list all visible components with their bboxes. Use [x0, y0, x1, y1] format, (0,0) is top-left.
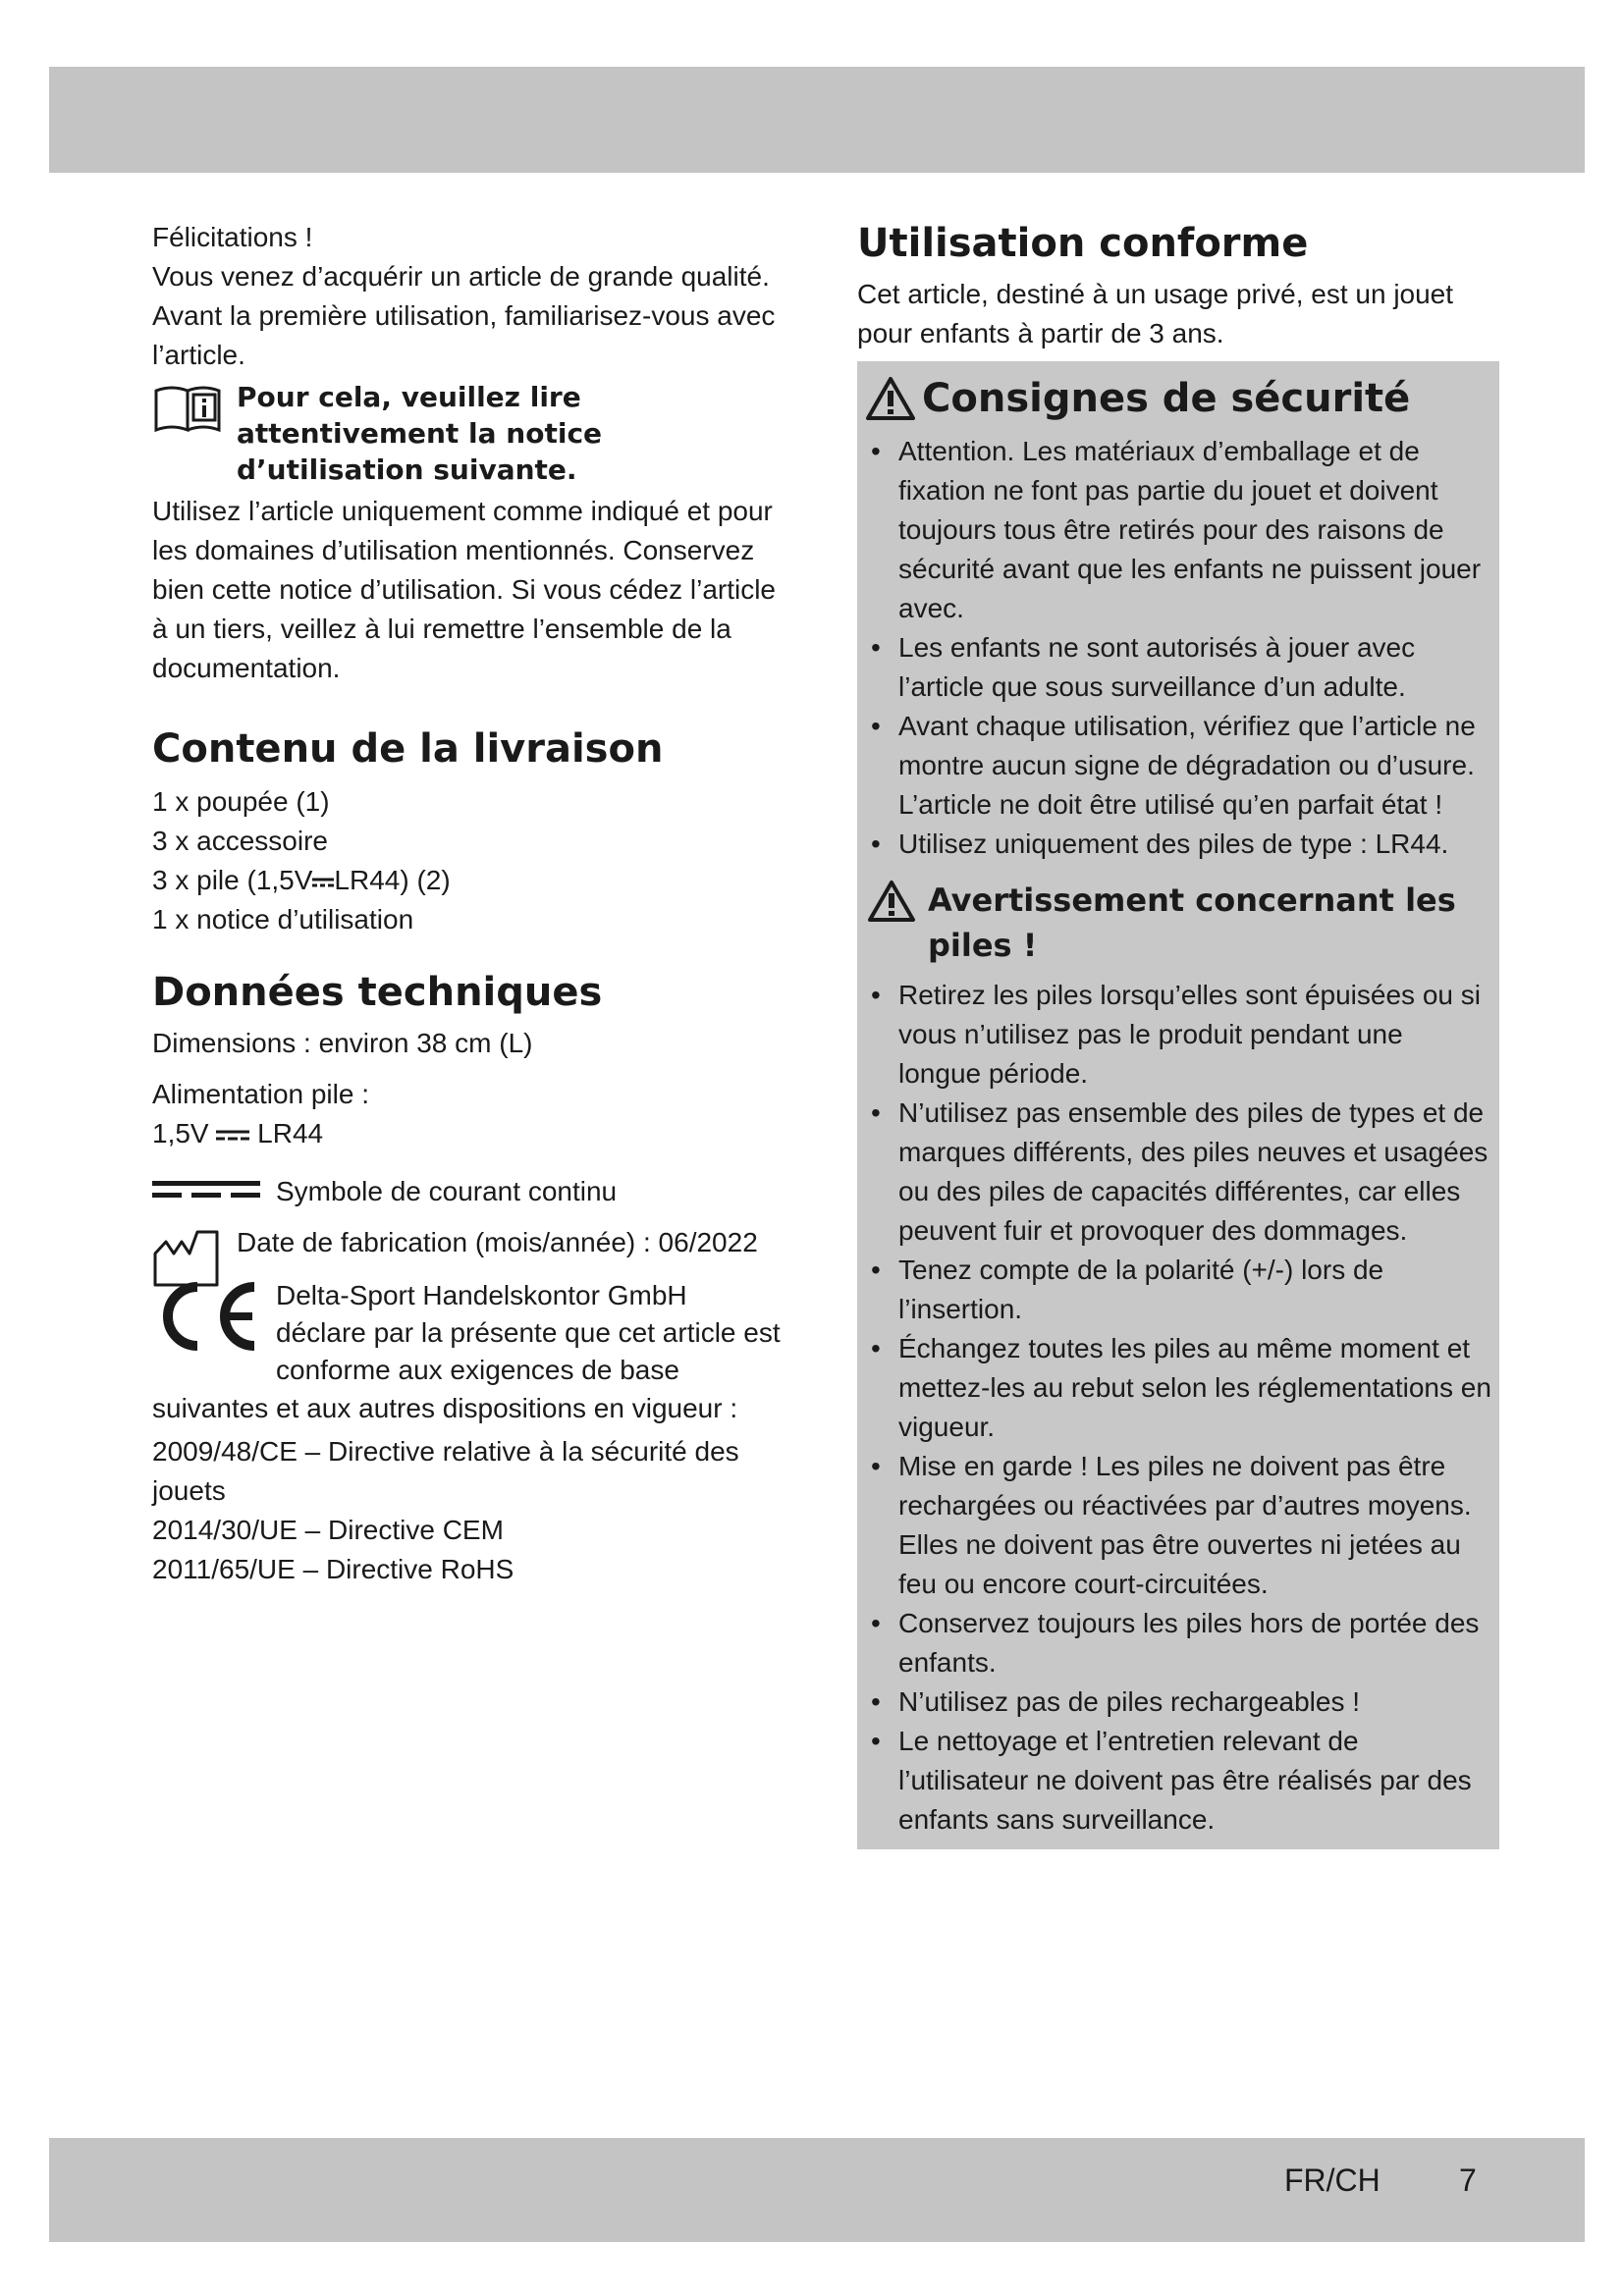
battery-item: • Conservez toujours les piles hors de portée des enfants. — [857, 1604, 1499, 1682]
battery-item: • Tenez compte de la polarité (+/-) lors de l’insertion. — [857, 1251, 1499, 1329]
safety-item: • Les enfants ne sont autorisés à jouer avec l’article que sous surveillance d’un adulte. — [857, 628, 1499, 707]
directive-item: 2011/65/UE – Directive RoHS — [152, 1554, 514, 1584]
contents-list — [152, 782, 781, 939]
safety-title: Consignes de sécurité — [922, 376, 1411, 421]
dc-symbol-text: Symbole de courant continu — [276, 1176, 618, 1206]
safety-item: • Avant chaque utilisation, vérifiez que l’article ne montre aucun signe de dégradation ou d’usure. L’article ne doit être utilisé qu’en parfait état ! — [857, 707, 1499, 825]
battery-warning-list — [857, 976, 1499, 1840]
tech-dimensions: Dimensions : environ 38 cm (L) — [152, 1028, 533, 1058]
battery-item: • Mise en garde ! Les piles ne doivent pas être rechargées ou réactivées par d’autres moyens. Elles ne doivent pas être ouvertes ni jetées au feu ou encore court-circuitées. — [857, 1447, 1499, 1604]
ce-declaration-continued: suivantes et aux autres dispositions en vigueur : — [152, 1393, 738, 1423]
direct-current-icon — [152, 1179, 260, 1201]
battery-warning-header — [857, 878, 1499, 968]
contents-item: 1 x notice d’utilisation — [152, 904, 414, 934]
safety-box — [857, 361, 1499, 1849]
dc-symbol-row — [152, 1173, 781, 1210]
tech-power-value: 1,5V LR44 — [152, 1118, 324, 1148]
footer-language: FR/CH — [1284, 2163, 1380, 2198]
right-column — [857, 218, 1491, 1849]
directive-item: 2009/48/CE – Directive relative à la sécurité des jouets — [152, 1436, 739, 1506]
battery-item: • N’utilisez pas ensemble des piles de types et de marques différents, des piles neuves et usagées ou des piles de capacités différentes, car elles peuvent fuir et provoquer des dommages. — [857, 1094, 1499, 1251]
manufacture-date-row — [152, 1224, 781, 1261]
intro-text: Vous venez d’acquérir un article de grande qualité. Avant la première utilisation, familiarisez-vous avec l’article. — [152, 261, 776, 370]
note-text: Pour cela, veuillez lire attentivement la notice d’utilisation suivante. — [237, 381, 603, 486]
intro-usage-text: Utilisez l’article uniquement comme indiqué et pour les domaines d’utilisation mentionnés. Conservez bien cette notice d’utilisation. Si vous cédez l’article à un tiers, veillez à lui remettre l’ensemble de la documentation. — [152, 496, 777, 683]
intro-greeting: Félicitations ! — [152, 222, 313, 252]
warning-icon — [867, 880, 916, 923]
battery-item: • Retirez les piles lorsqu’elles sont épuisées ou si vous n’utilisez pas le produit pendant une longue période. — [857, 976, 1499, 1094]
read-manual-icon — [152, 383, 227, 434]
warning-icon — [865, 376, 916, 421]
tech-power-label: Alimentation pile : — [152, 1079, 370, 1109]
ce-mark-icon — [152, 1279, 260, 1354]
dc-symbol-icon — [312, 876, 334, 889]
contents-item: 1 x poupée (1) — [152, 786, 330, 817]
ce-declaration-row — [152, 1277, 781, 1389]
page-number: 7 — [1459, 2163, 1477, 2198]
safety-item: • Attention. Les matériaux d’emballage et de fixation ne font pas partie du jouet et doivent toujours tous être retirés pour des raisons de sécurité avant que les enfants ne puissent jouer avec. — [857, 432, 1499, 628]
safety-list — [857, 432, 1499, 864]
ce-declaration-text: Delta-Sport Handelskontor GmbH déclare par la présente que cet article est conforme aux exigences de base — [276, 1280, 781, 1385]
manufacture-date-text: Date de fabrication (mois/année) : 06/2022 — [237, 1227, 758, 1257]
use-title: Utilisation conforme — [857, 221, 1309, 266]
directives-list — [152, 1432, 781, 1589]
tech-title: Données techniques — [152, 970, 603, 1015]
read-manual-note — [152, 379, 781, 488]
contents-item: 3 x accessoire — [152, 826, 328, 856]
battery-warning-title: Avertissement concernant les piles ! — [928, 881, 1456, 964]
battery-item: • N’utilisez pas de piles rechargeables ! — [857, 1682, 1499, 1722]
battery-item: • Le nettoyage et l’entretien relevant de l’utilisateur ne doivent pas être réalisés par des enfants sans surveillance. — [857, 1722, 1499, 1840]
directive-item: 2014/30/UE – Directive CEM — [152, 1515, 504, 1545]
battery-item: • Échangez toutes les piles au même moment et mettez-les au rebut selon les réglementations en vigueur. — [857, 1329, 1499, 1447]
contents-item-battery: 3 x pile (1,5V LR44) (2) — [152, 865, 451, 895]
contents-title: Contenu de la livraison — [152, 726, 664, 772]
safety-header — [857, 373, 1499, 424]
use-text: Cet article, destiné à un usage privé, est un jouet pour enfants à partir de 3 ans. — [857, 279, 1454, 348]
safety-item: • Utilisez uniquement des piles de type : LR44. — [857, 825, 1499, 864]
left-column — [152, 218, 781, 1589]
header-band — [49, 67, 1585, 173]
dc-symbol-icon — [216, 1129, 249, 1143]
